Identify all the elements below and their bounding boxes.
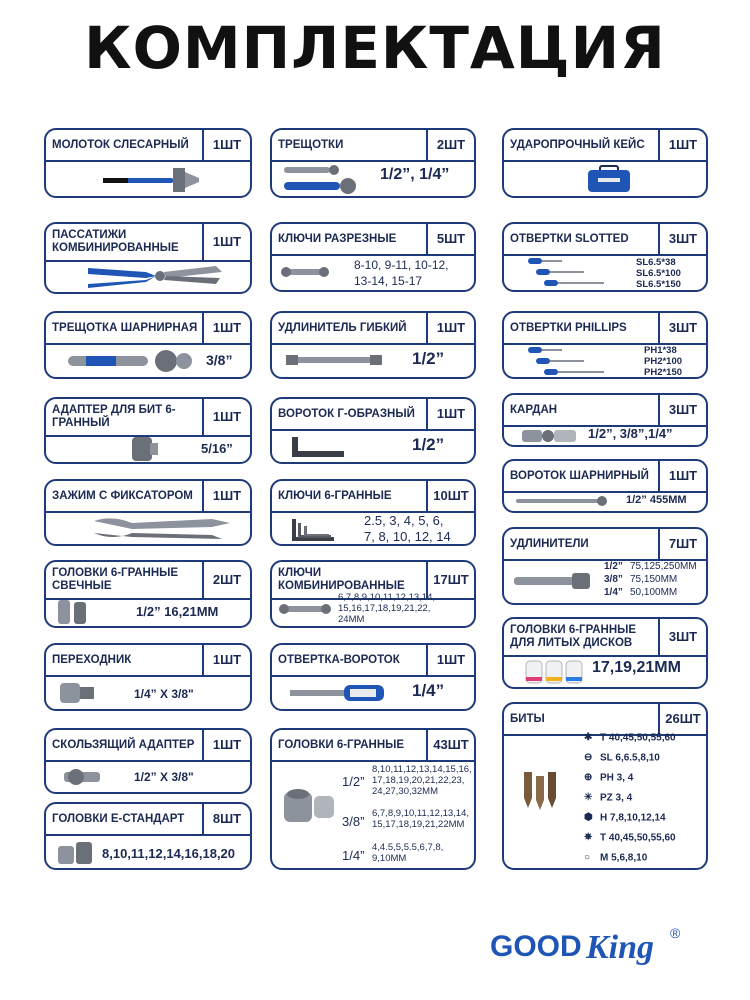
item-spec-line: 15,16,17,18,19,21,22, (338, 603, 431, 614)
item-qty: 1ШТ (202, 224, 250, 260)
card-phillips (502, 311, 708, 379)
item-name: КЛЮЧИ КОМБИНИРОВАННЫЕ (278, 567, 405, 592)
socket-icon (282, 786, 338, 826)
pliers-icon (86, 262, 226, 292)
item-spec-line: PH2*150 (644, 367, 683, 378)
bits-icon (518, 770, 562, 812)
item-qty: 8ШТ (202, 804, 250, 834)
item-qty: 1ШТ (658, 130, 706, 160)
socket-sizes-line: 4,4.5,5,5.5,6,7,8, (372, 842, 444, 853)
extension-lengths: 75,150ММ (630, 574, 678, 585)
hinge-bar-icon (514, 495, 608, 507)
item-name: УДАРОПРОЧНЫЙ КЕЙС (510, 139, 645, 151)
clamp-icon (92, 513, 232, 543)
e-socket-icon (56, 840, 96, 868)
item-qty: 3ШТ (658, 619, 706, 655)
item-name: УДЛИНИТЕЛИ (510, 538, 589, 550)
item-spec: 5/16” (201, 441, 233, 456)
item-name: ГОЛОВКИ Е-СТАНДАРТ (52, 813, 185, 825)
item-qty: 3ШТ (658, 395, 706, 425)
card-combo-keys (270, 560, 476, 628)
card-bit-adapter (44, 397, 252, 464)
socket-sizes-line: 15,17,18,19,21,22ММ (372, 819, 465, 830)
slot-icon: ⊖ (584, 752, 593, 763)
item-name: КАРДАН (510, 404, 558, 416)
item-spec: 1/4” Х 3/8" (134, 687, 194, 701)
extension-row (604, 587, 677, 598)
socket-sizes-line: 24,27,30,32ММ (372, 786, 439, 797)
item-spec: 3/8” (206, 352, 233, 368)
item-spec-line: PH1*38 (644, 345, 677, 356)
phillips-icon: ⊕ (584, 772, 593, 783)
hex-keys-icon (288, 517, 338, 543)
combo-wrench-icon (278, 602, 332, 616)
socket-icon (56, 598, 90, 626)
extension-size: 1/2” (604, 561, 623, 572)
card-extensions (502, 527, 708, 605)
item-qty: 5ШТ (426, 224, 474, 254)
item-name: ВОРОТОК ШАРНИРНЫЙ (510, 470, 649, 482)
card-hammer (44, 128, 252, 198)
item-spec: 1/2”, 1/4” (380, 166, 450, 183)
slide-adapter-icon (62, 764, 106, 790)
card-ratchets (270, 128, 476, 198)
item-name: ПЕРЕХОДНИК (52, 654, 132, 666)
ratchet-icon (66, 346, 196, 376)
spline-icon: ○ (584, 852, 591, 863)
adapter-icon (58, 679, 98, 707)
bit-sizes: T 40,45,50,55,60 (600, 832, 676, 844)
card-clamp (44, 479, 252, 546)
item-spec-line: 13-14, 15-17 (354, 274, 423, 288)
extension-icon (512, 569, 594, 593)
item-qty: 1ШТ (202, 730, 250, 760)
item-name: ОТВЕРТКИ PHILLIPS (510, 322, 627, 334)
flex-extension-icon (284, 353, 384, 367)
card-alloy-sockets (502, 617, 708, 689)
socket-sizes-line: 6,7,8,9,10,11,12,13,14, (372, 808, 470, 819)
extension-row (604, 574, 677, 585)
card-slide-adapter (44, 728, 252, 794)
bit-row (584, 772, 633, 784)
card-hex-sockets (270, 728, 476, 870)
item-spec: 1/2”, 3/8”,1/4” (588, 426, 673, 441)
item-spec-line: 6,7,8,9,10,11,12,13,14, (338, 592, 436, 603)
item-qty: 3ШТ (658, 313, 706, 343)
bit-sizes: T 40,45,50,55,60 (600, 732, 676, 744)
item-qty: 1ШТ (202, 481, 250, 511)
item-name: МОЛОТОК СЛЕСАРНЫЙ (52, 139, 189, 151)
item-name: ГОЛОВКИ 6-ГРАННЫЕ ДЛЯ ЛИТЫХ ДИСКОВ (510, 624, 637, 649)
socket-sizes-line: 9,10ММ (372, 853, 407, 864)
item-spec: 1/2” (412, 349, 445, 368)
pozidriv-icon: ✳ (584, 792, 593, 803)
bit-row (584, 752, 660, 764)
item-name: УДЛИНИТЕЛЬ ГИБКИЙ (278, 322, 407, 334)
page-title: КОМПЛЕКТАЦИЯ (84, 14, 666, 82)
item-spec: 1/2” (412, 435, 445, 454)
card-hinge-bar (502, 459, 708, 513)
item-name: ГОЛОВКИ 6-ГРАННЫЕ СВЕЧНЫЕ (52, 567, 179, 592)
card-e-sockets (44, 802, 252, 870)
item-spec-line: 2.5, 3, 4, 5, 6, (364, 513, 444, 528)
item-qty: 1ШТ (426, 399, 474, 429)
item-qty: 1ШТ (202, 130, 250, 160)
item-name: ПАССАТИЖИ КОМБИНИРОВАННЫЕ (52, 229, 179, 254)
item-spec-line: 7, 8, 10, 12, 14 (364, 529, 451, 544)
bit-sizes: PZ 3, 4 (600, 792, 633, 804)
socket-size: 1/2” (342, 774, 365, 789)
card-flex-ext (270, 311, 476, 379)
card-spark-sockets (44, 560, 252, 628)
hex-icon: ⬢ (584, 812, 593, 823)
card-screwdriver-bar (270, 643, 476, 711)
alloy-sockets-icon (524, 657, 584, 687)
item-qty: 1ШТ (658, 461, 706, 491)
bit-sizes: PH 3, 4 (600, 772, 634, 784)
item-name: ЗАЖИМ С ФИКСАТОРОМ (52, 490, 193, 502)
screwdrivers-icon (526, 345, 606, 379)
item-name: КЛЮЧИ РАЗРЕЗНЫЕ (278, 233, 397, 245)
wrench-icon (280, 264, 330, 280)
bit-sizes: SL 6,6.5,8,10 (600, 752, 660, 764)
item-spec: 1/4” (412, 681, 445, 700)
card-adapter (44, 643, 252, 711)
item-name: КЛЮЧИ 6-ГРАННЫЕ (278, 490, 392, 502)
item-spec: 8,10,11,12,14,16,18,20 (102, 846, 236, 861)
extension-size: 3/8” (604, 574, 623, 585)
item-spec: 1/2” 16,21ММ (136, 604, 219, 619)
item-spec-line: SL6.5*150 (636, 279, 681, 290)
item-spec-line: 24ММ (338, 614, 365, 625)
item-qty: 43ШТ (426, 730, 474, 760)
bit-row (584, 832, 676, 844)
item-qty: 1ШТ (426, 645, 474, 675)
extension-row (604, 561, 697, 572)
bit-sizes: M 5,6,8,10 (600, 852, 648, 864)
socket-sizes-line: 8,10,11,12,13,14,15,16, (372, 764, 472, 775)
item-name: ВОРОТОК Г-ОБРАЗНЫЙ (278, 408, 415, 420)
extension-lengths: 75,125,250ММ (630, 561, 697, 572)
screwdrivers-icon (526, 256, 606, 290)
torx-icon: ✱ (584, 732, 593, 743)
socket-size: 1/4” (342, 848, 365, 863)
item-name: АДАПТЕР ДЛЯ БИТ 6-ГРАННЫЙ (52, 404, 176, 429)
case-icon (586, 164, 632, 194)
item-spec: 1/2” 455ММ (626, 494, 687, 506)
item-spec: 1/2” Х 3/8" (134, 770, 194, 784)
bit-row (584, 812, 666, 824)
item-spec-line: SL6.5*38 (636, 257, 676, 268)
ratchet-icon (280, 164, 370, 194)
svg-text:GOOD: GOOD (490, 930, 582, 963)
socket-size: 3/8” (342, 814, 365, 829)
item-spec-line: PH2*100 (644, 356, 683, 367)
svg-text:King: King (586, 929, 655, 966)
item-name: ГОЛОВКИ 6-ГРАННЫЕ (278, 739, 405, 751)
card-hinge-ratchet (44, 311, 252, 379)
item-name: ТРЕЩОТКИ (278, 139, 344, 151)
item-spec-line: 8-10, 9-11, 10-12, (354, 258, 449, 272)
item-qty: 3ШТ (658, 224, 706, 254)
brand-logo (490, 920, 730, 970)
item-name: СКОЛЬЗЯЩИЙ АДАПТЕР (52, 739, 195, 751)
item-spec-line: SL6.5*100 (636, 268, 681, 279)
item-qty: 1ШТ (202, 313, 250, 343)
item-qty: 1ШТ (202, 645, 250, 675)
card-open-keys (270, 222, 476, 292)
torx-tamper-icon: ✵ (584, 832, 593, 843)
card-slotted (502, 222, 708, 292)
svg-text:®: ® (670, 925, 681, 941)
item-qty: 26ШТ (658, 704, 706, 734)
card-l-wrench (270, 397, 476, 464)
bit-row (584, 852, 647, 864)
screwdriver-icon (288, 681, 392, 705)
card-bits (502, 702, 708, 870)
card-cardan (502, 393, 708, 447)
item-qty: 1ШТ (426, 313, 474, 343)
item-qty: 17ШТ (426, 562, 474, 598)
item-name: ТРЕЩОТКА ШАРНИРНАЯ (52, 322, 198, 334)
item-name: ОТВЕРТКА-ВОРОТОК (278, 654, 400, 666)
item-qty: 2ШТ (426, 130, 474, 160)
item-qty: 2ШТ (202, 562, 250, 598)
cardan-icon (520, 426, 580, 446)
item-spec: 17,19,21ММ (592, 659, 681, 676)
hammer-icon (101, 164, 201, 194)
extension-lengths: 50,100ММ (630, 587, 678, 598)
bit-sizes: H 7,8,10,12,14 (600, 812, 666, 824)
item-qty: 7ШТ (658, 529, 706, 559)
item-name: БИТЫ (510, 713, 545, 725)
item-qty: 1ШТ (202, 399, 250, 435)
bit-adapter-icon (130, 435, 160, 463)
socket-sizes-line: 17,18,19,20,21,22,23, (372, 775, 465, 786)
card-case (502, 128, 708, 198)
bit-row (584, 732, 676, 744)
bit-row (584, 792, 632, 804)
card-hex-keys (270, 479, 476, 546)
extension-size: 1/4” (604, 587, 623, 598)
item-name: ОТВЕРТКИ SLOTTED (510, 233, 629, 245)
card-pliers (44, 222, 252, 294)
item-qty: 10ШТ (426, 481, 474, 511)
l-wrench-icon (288, 433, 348, 461)
